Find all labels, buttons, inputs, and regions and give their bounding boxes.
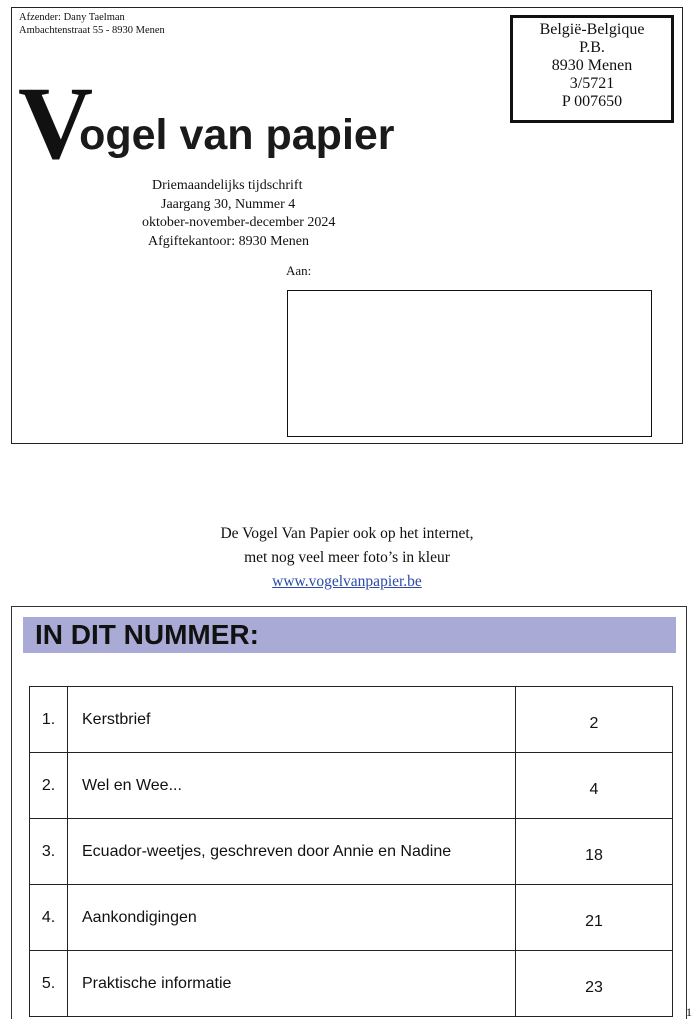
table-row xyxy=(30,687,673,753)
recipient-address-box xyxy=(287,290,652,437)
item-page: 21 xyxy=(516,885,673,951)
pub-frequency: Driemaandelijks tijdschrift xyxy=(152,178,303,193)
stamp-country: België-Belgique xyxy=(539,21,645,38)
logo-text: ogel van papier xyxy=(79,111,395,159)
item-number: 5. xyxy=(30,951,68,1017)
envelope xyxy=(11,7,683,444)
table-row xyxy=(30,885,673,951)
item-page: 18 xyxy=(516,819,673,885)
table-row xyxy=(30,951,673,1017)
item-page: 4 xyxy=(516,753,673,819)
sender-address xyxy=(19,11,165,37)
contents-table xyxy=(29,686,673,1017)
publication-info xyxy=(142,177,335,251)
internet-line2: met nog veel meer foto’s in kleur xyxy=(244,549,450,566)
pub-period: oktober-november-december 2024 xyxy=(142,215,336,230)
item-page: 23 xyxy=(516,951,673,1017)
website-link[interactable]: www.vogelvanpapier.be xyxy=(272,573,422,590)
logo-initial: V xyxy=(18,66,92,181)
recipient-label: Aan: xyxy=(286,263,312,278)
item-title: Praktische informatie xyxy=(68,951,516,1017)
stamp-code: 3/5721 xyxy=(569,75,615,92)
pub-volume: Jaargang 30, Nummer 4 xyxy=(161,196,296,212)
internet-line1: De Vogel Van Papier ook op het internet, xyxy=(220,525,474,542)
pub-office: Afgiftekantoor: 8930 Menen xyxy=(148,233,309,249)
postage-stamp-box xyxy=(510,15,674,123)
item-number: 2. xyxy=(30,753,68,819)
item-title: Kerstbrief xyxy=(68,687,516,753)
item-title: Aankondigingen xyxy=(68,885,516,951)
table-row xyxy=(30,753,673,819)
table-row xyxy=(30,819,673,885)
contents-heading: IN DIT NUMMER: xyxy=(23,617,676,653)
sender-street: Ambachtenstraat 55 - 8930 Menen xyxy=(19,25,165,36)
page-number-mark: 1 xyxy=(686,1005,692,1019)
item-number: 1. xyxy=(30,687,68,753)
stamp-city: 8930 Menen xyxy=(551,57,633,74)
item-title: Ecuador-weetjes, geschreven door Annie en Nadine xyxy=(68,819,516,885)
stamp-permit: P 007650 xyxy=(561,93,623,110)
internet-notice xyxy=(0,522,694,594)
item-title: Wel en Wee... xyxy=(68,753,516,819)
item-page: 2 xyxy=(516,687,673,753)
sender-name: Afzender: Dany Taelman xyxy=(19,12,125,23)
item-number: 4. xyxy=(30,885,68,951)
item-number: 3. xyxy=(30,819,68,885)
contents-section xyxy=(11,606,687,1019)
magazine-logo xyxy=(18,66,395,181)
stamp-pb: P.B. xyxy=(579,39,605,56)
